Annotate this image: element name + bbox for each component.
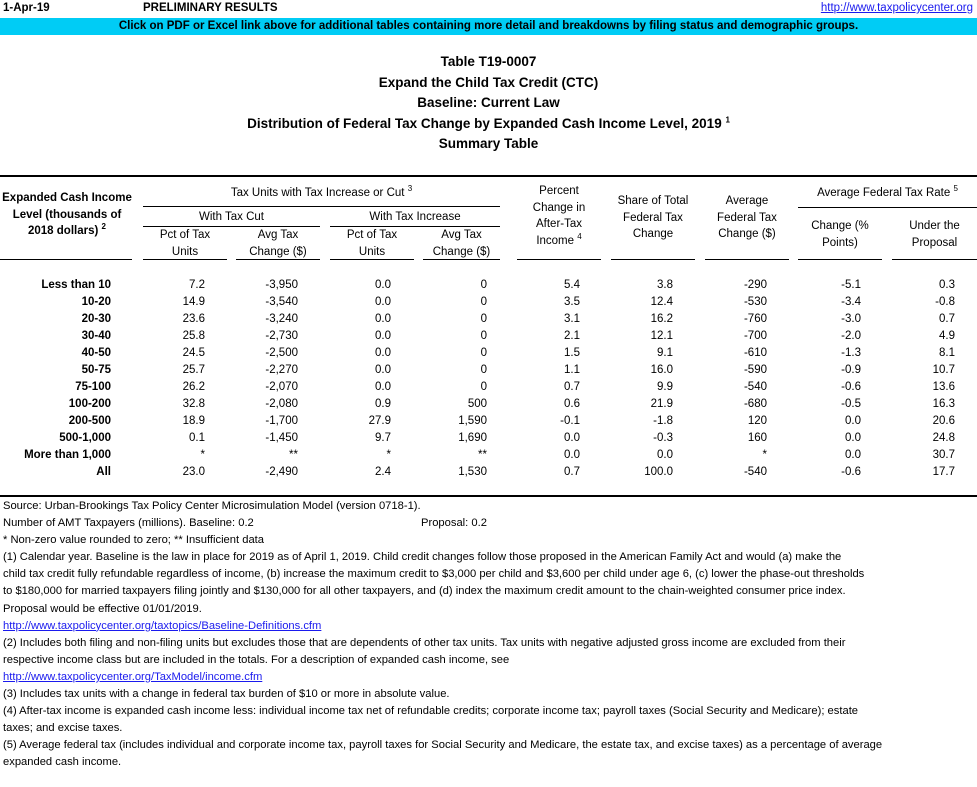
table-cell: -2,070	[265, 381, 298, 393]
row-label: 100-200	[68, 398, 111, 410]
row-label: 75-100	[75, 381, 111, 393]
table-cell: 9.1	[657, 347, 673, 359]
table-cell: 0.3	[939, 279, 955, 291]
table-cell: 16.3	[932, 398, 955, 410]
table-cell: 16.0	[650, 364, 673, 376]
table-cell: 4.9	[939, 330, 955, 342]
table-cell: 0.0	[564, 449, 580, 461]
table-cell: -2,490	[265, 466, 298, 478]
header-avg-fed-change: Average Federal Tax Change ($)	[717, 195, 777, 240]
table-cell: 25.7	[182, 364, 205, 376]
table-cell: 24.8	[932, 432, 955, 444]
table-cell: 16.2	[650, 313, 673, 325]
table-cell: -0.5	[841, 398, 861, 410]
rule-tax-units-group	[143, 206, 500, 207]
amt-note: Number of AMT Taxpayers (millions). Baseline: 0.2 Proposal: 0.2	[3, 517, 487, 530]
table-cell: 1,530	[458, 466, 487, 478]
table-cell: -5.1	[841, 279, 861, 291]
table-row	[0, 345, 977, 362]
table-cell: 0	[480, 381, 487, 393]
table-cell: 0	[480, 364, 487, 376]
table-cell: -3.0	[841, 313, 861, 325]
table-cell: 0.0	[375, 279, 391, 291]
table-cell: -3,950	[265, 279, 298, 291]
row-label: 40-50	[81, 347, 111, 359]
table-cell: 0.6	[564, 398, 580, 410]
table-cell: 0.0	[564, 432, 580, 444]
header-avg-rate-group: Average Federal Tax Rate $^5$	[817, 184, 958, 199]
table-row	[0, 413, 977, 430]
table-cell: 9.9	[657, 381, 673, 393]
table-titles	[0, 52, 977, 155]
proposal-title: Expand the Child Tax Credit (CTC)	[378, 74, 599, 90]
header-inc-pct-units: Pct of Tax Units	[346, 229, 398, 258]
note-1-line-2: child tax credit fully refundable regardless of income, (b) increase the maximum credit to $3,000 per child and $3,600 per child under age 6, (c) lower the phase-out thresholds	[3, 568, 865, 581]
table-cell: 0	[480, 296, 487, 308]
row-label: More than 1,000	[24, 449, 111, 461]
table-cell: 30.7	[932, 449, 955, 461]
header-rate-under: Under the Proposal	[909, 220, 960, 249]
table-cell: 0.0	[845, 415, 861, 427]
table-row	[0, 311, 977, 328]
table-cell: 27.9	[368, 415, 391, 427]
table-cell: 1,690	[458, 432, 487, 444]
table-cell: **	[478, 449, 487, 461]
table-cell: 0.0	[845, 432, 861, 444]
table-cell: -0.3	[653, 432, 673, 444]
table-cell: -1.3	[841, 347, 861, 359]
row-label: 10-20	[81, 296, 111, 308]
baseline-definitions-link[interactable]: http://www.taxpolicycenter.org/taxtopics/Baseline-Definitions.cfm	[3, 619, 322, 632]
table-cell: 14.9	[182, 296, 205, 308]
table-cell: -540	[743, 466, 767, 478]
info-banner: Click on PDF or Excel link above for additional tables containing more detail and breakdowns by filing status and demographic groups.	[0, 18, 977, 35]
source-note: Source: Urban-Brookings Tax Policy Center Microsimulation Model (version 0718-1).	[3, 500, 421, 512]
note-2-line-2: respective income class but are included in the totals. For a description of expanded cash income, see	[3, 653, 510, 666]
table-row	[0, 379, 977, 396]
table-cell: 12.4	[650, 296, 673, 308]
table-cell: -530	[743, 296, 767, 308]
table-row	[0, 430, 977, 447]
table-cell: -0.1	[560, 415, 580, 427]
table-cell: 0	[480, 313, 487, 325]
note-1-line-3: to $180,000 for married taxpayers filing jointly and $130,000 for all other taxpayers, and (d) index the maximum credit amount to the chain-weighted consumer price index.	[3, 585, 846, 598]
table-cell: 0.9	[375, 398, 391, 410]
note-3: (3) Includes tax units with a change in federal tax burden of $10 or more in absolute value.	[3, 688, 450, 701]
table-cell: -3,240	[265, 313, 298, 325]
footnotes	[3, 498, 975, 772]
row-label: 500-1,000	[59, 432, 111, 444]
rule-avg-rate-group	[798, 207, 977, 208]
table-cell: 1,590	[458, 415, 487, 427]
header-inc-avg-change: Avg Tax Change ($)	[432, 229, 491, 258]
table-row	[0, 396, 977, 413]
table-row	[0, 328, 977, 345]
income-definition-link[interactable]: http://www.taxpolicycenter.org/TaxModel/income.cfm	[3, 670, 263, 683]
rule-share-total	[611, 259, 695, 260]
rule-cut-pct	[143, 259, 227, 260]
table-cell: -540	[743, 381, 767, 393]
row-label: 200-500	[68, 415, 111, 427]
row-label: 30-40	[81, 330, 111, 342]
table-cell: 0.7	[939, 313, 955, 325]
table-cell: -290	[743, 279, 767, 291]
header-share-total: Share of Total Federal Tax Change	[617, 195, 689, 240]
note-1-line-4: Proposal would be effective 01/01/2019.	[3, 602, 202, 615]
table-cell: -0.8	[935, 296, 955, 308]
note-1-line-1: (1) Calendar year. Baseline is the law in place for 2019 as of April 1, 2019. Child credit changes follow those proposed in the American Family Act and would (a) make the	[3, 551, 842, 564]
table-cell: 9.7	[375, 432, 391, 444]
table-cell: -700	[743, 330, 767, 342]
table-cell: 0.1	[189, 432, 205, 444]
table-cell: -590	[743, 364, 767, 376]
table-cell: -760	[743, 313, 767, 325]
table-cell: 0	[480, 347, 487, 359]
table-bottom-rule	[0, 495, 977, 497]
note-5-line-2: expanded cash income.	[3, 756, 122, 769]
table-cell: -3.4	[841, 296, 861, 308]
table-cell: 3.8	[657, 279, 673, 291]
note-2-line-1: (2) Includes both filing and non-filing units but excludes those that are dependents of other tax units. Tax units with negative adjusted gross income are excluded from their	[3, 636, 846, 649]
table-cell: 0	[480, 279, 487, 291]
header-with-tax-increase: With Tax Increase	[369, 211, 461, 223]
table-cell: -680	[743, 398, 767, 410]
table-id: Table T19-0007	[440, 54, 537, 69]
rule-pct-after-tax	[517, 259, 601, 260]
report-date: 1-Apr-19	[3, 2, 50, 14]
table-cell: *	[762, 449, 767, 461]
row-label: Less than 10	[41, 279, 111, 291]
table-cell: 3.5	[564, 296, 580, 308]
table-cell: 2.4	[375, 466, 391, 478]
table-cell: 0.0	[657, 449, 673, 461]
table-cell: 100.0	[644, 466, 673, 478]
table-row	[0, 464, 977, 481]
note-5-line-1: (5) Average federal tax (includes individual and corporate income tax, payroll taxes for Social Security and Medicare, the estate tax, and excise taxes) as a percentage of average	[3, 739, 883, 752]
header-cut-pct-units: Pct of Tax Units	[159, 229, 211, 258]
header-with-tax-cut: With Tax Cut	[199, 211, 264, 223]
rule-inc-pct	[330, 259, 414, 260]
table-cell: -0.9	[841, 364, 861, 376]
table-cell: 5.4	[564, 279, 580, 291]
header-tax-units-group: Tax Units with Tax Increase or Cut $^3$	[230, 184, 413, 199]
table-cell: 160	[747, 432, 767, 444]
table-cell: -2,730	[265, 330, 298, 342]
rule-cut-avg	[236, 259, 320, 260]
table-cell: 17.7	[932, 466, 955, 478]
table-cell: 0.0	[375, 296, 391, 308]
summary-title: Summary Table	[438, 136, 539, 151]
table-cell: 0.0	[375, 313, 391, 325]
table-cell: 0.0	[375, 364, 391, 376]
table-cell: 21.9	[650, 398, 673, 410]
table-cell: 3.1	[564, 313, 580, 325]
table-cell: 18.9	[182, 415, 205, 427]
symbols-note: * Non-zero value rounded to zero; ** Insufficient data	[3, 534, 264, 547]
table-cell: -1,450	[265, 432, 298, 444]
table-cell: 25.8	[182, 330, 205, 342]
table-cell: -2,080	[265, 398, 298, 410]
table-cell: 0	[480, 330, 487, 342]
table-cell: 1.1	[564, 364, 580, 376]
tpc-home-link[interactable]: http://www.taxpolicycenter.org	[820, 2, 973, 14]
table-cell: 13.6	[932, 381, 955, 393]
note-4-line-1: (4) After-tax income is expanded cash income less: individual income tax net of refundable credits; corporate income tax; payroll taxes (Social Security and Medicare); estate	[3, 705, 859, 718]
top-bar	[0, 0, 977, 17]
table-cell: *	[386, 449, 391, 461]
table-cell: -1,700	[265, 415, 298, 427]
table-cell: 0.0	[375, 347, 391, 359]
row-label: All	[96, 466, 111, 478]
header-rate-change: Change (% Points)	[811, 220, 869, 249]
row-label: 20-30	[81, 313, 111, 325]
table-row	[0, 447, 977, 464]
table-cell: 0.0	[375, 381, 391, 393]
table-cell: 0.7	[564, 466, 580, 478]
distribution-title: Distribution of Federal Tax Change by Expanded Cash Income Level, 2019 $^1$	[247, 115, 730, 131]
table-cell: 10.7	[932, 364, 955, 376]
rule-income	[0, 259, 132, 260]
table-cell: -2.0	[841, 330, 861, 342]
table-cell: -2,270	[265, 364, 298, 376]
baseline-title: Baseline: Current Law	[417, 95, 560, 110]
table-cell: 2.1	[564, 330, 580, 342]
table-cell: 32.8	[182, 398, 205, 410]
table-cell: -3,540	[265, 296, 298, 308]
table-cell: 12.1	[650, 330, 673, 342]
table-row	[0, 362, 977, 379]
table-cell: 23.6	[182, 313, 205, 325]
table-cell: 8.1	[939, 347, 955, 359]
table-cell: 24.5	[182, 347, 205, 359]
rule-inc-avg	[423, 259, 500, 260]
rule-rate-under	[892, 259, 977, 260]
rule-rate-change	[798, 259, 882, 260]
table-cell: -610	[743, 347, 767, 359]
table-cell: *	[200, 449, 205, 461]
table-row	[0, 294, 977, 311]
table-cell: 0.7	[564, 381, 580, 393]
table-cell: 500	[467, 398, 487, 410]
table-cell: 23.0	[182, 466, 205, 478]
row-label: 50-75	[81, 364, 111, 376]
header-income-level: Expanded Cash Income Level (thousands of 2018 dollars) $^2$	[2, 192, 132, 237]
table-cell: -2,500	[265, 347, 298, 359]
preliminary-label: PRELIMINARY RESULTS	[143, 2, 278, 14]
table-cell: 20.6	[932, 415, 955, 427]
header-cut-avg-change: Avg Tax Change ($)	[249, 229, 307, 258]
table-cell: 1.5	[564, 347, 580, 359]
table-cell: 0.0	[375, 330, 391, 342]
table-cell: 120	[747, 415, 767, 427]
header-pct-after-tax: Percent Change in After-Tax Income $^4$	[532, 185, 586, 247]
table-cell: -0.6	[841, 381, 861, 393]
table-cell: 7.2	[189, 279, 205, 291]
table-cell: -1.8	[653, 415, 673, 427]
table-cell: 26.2	[182, 381, 205, 393]
note-4-line-2: taxes; and excise taxes.	[3, 722, 123, 735]
table-cell: -0.6	[841, 466, 861, 478]
table-top-rule	[0, 175, 977, 177]
table-cell: **	[289, 449, 298, 461]
table-row	[0, 277, 977, 294]
table-cell: 0.0	[845, 449, 861, 461]
rule-avg-fed-change	[705, 259, 789, 260]
